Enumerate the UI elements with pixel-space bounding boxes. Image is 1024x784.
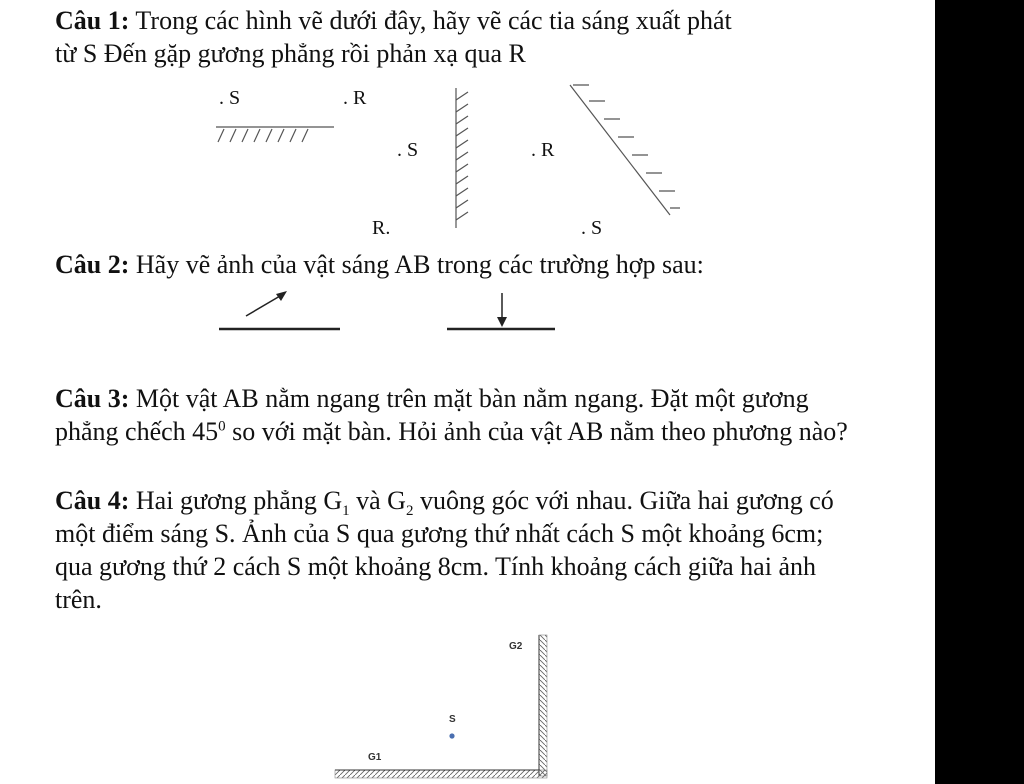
- q2-figure-1: [219, 291, 340, 329]
- question-3-body-b: so với mặt bàn. Hỏi ảnh của vật AB nằm theo phương nào?: [225, 417, 848, 446]
- q2-arrow-head-1: [276, 291, 287, 301]
- mirror-g1: [335, 770, 547, 778]
- mirror-2-subscript: 2: [405, 503, 414, 520]
- mirror-g2: [539, 635, 547, 776]
- q4-figure: [335, 635, 547, 778]
- fig3-point-r: . R: [531, 139, 555, 161]
- mirror-g1-label: G1: [368, 752, 382, 763]
- fig2-point-r: R.: [372, 217, 391, 239]
- mirror-g2-label: G2: [509, 641, 523, 652]
- question-4-label: Câu 4:: [55, 486, 130, 515]
- light-source-point: [449, 733, 454, 738]
- fig2-vertical-mirror: [456, 88, 468, 228]
- question-1-line1: Trong các hình vẽ dưới đây, hãy vẽ các tia sáng xuất phát: [129, 6, 732, 35]
- question-2-body: Hãy vẽ ảnh của vật sáng AB trong các trường hợp sau:: [129, 250, 704, 279]
- mirror-1-subscript: 1: [342, 503, 350, 520]
- right-black-bar: [935, 0, 1024, 784]
- fig1-point-r: . R: [343, 87, 367, 109]
- question-1-label: Câu 1:: [55, 6, 130, 35]
- angle-superscript: 0: [218, 418, 226, 435]
- question-4-body-b: và G: [349, 486, 406, 515]
- q2-arrow-head-2: [497, 317, 507, 327]
- question-3-label: Câu 3:: [55, 384, 130, 413]
- question-4-body-c: vuông góc với nhau. Giữa hai gương có một điểm sáng S. Ảnh của S qua gương thứ nhất cách S một khoảng 6cm; qua gương thứ 2 cách S một khoảng 8cm. Tính khoảng cách giữa hai ảnh trên.: [55, 486, 834, 614]
- question-3-body-a: Một vật AB nằm ngang trên mặt bàn nằm ngang. Đặt một gương phẳng chếch 45: [55, 384, 809, 446]
- fig1-point-s: . S: [219, 87, 241, 109]
- question-2-label: Câu 2:: [55, 250, 130, 279]
- fig3-point-s: . S: [581, 217, 603, 239]
- fig1-horizontal-mirror: [216, 127, 334, 142]
- q2-figure-2: [447, 293, 555, 329]
- question-1-line2: từ S Đến gặp gương phẳng rồi phản xạ qua R: [55, 39, 526, 68]
- fig2-point-s: . S: [397, 139, 419, 161]
- source-s-label: S: [449, 714, 456, 725]
- question-4-body-a: Hai gương phẳng G: [129, 486, 343, 515]
- fig3-inclined-mirror: [570, 85, 680, 215]
